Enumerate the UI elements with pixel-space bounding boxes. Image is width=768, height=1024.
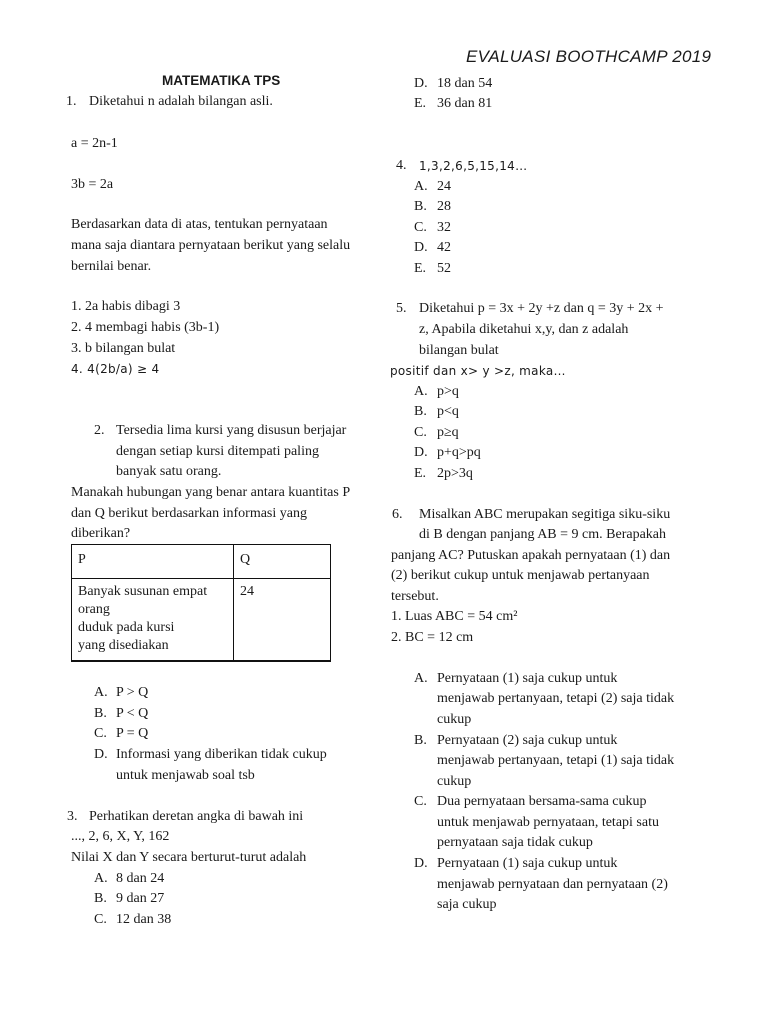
option-text: untuk menjawab pernyataan, tetapi satu (437, 815, 659, 830)
table-cell-line: yang disediakan (78, 638, 169, 653)
table-cell-q: 24 (234, 579, 331, 662)
question-number: 4. (396, 158, 407, 173)
question-text: (2) berikut cukup untuk menjawab pertanyaan (391, 568, 650, 583)
option-letter: D. (414, 445, 428, 460)
option-text: menjawab pertanyaan, tetapi (1) saja tidak (437, 753, 675, 768)
question-text: Perhatikan deretan angka di bawah ini (89, 809, 304, 824)
question-number: 2. (94, 423, 105, 438)
question-text: Misalkan ABC merupakan segitiga siku-siku (419, 507, 671, 522)
equation: 3b = 2a (71, 177, 114, 192)
option-letter: A. (94, 685, 108, 700)
question-text: dengan setiap kursi ditempati paling (116, 444, 319, 459)
option-letter: B. (94, 706, 107, 721)
option-letter: E. (414, 96, 427, 111)
table-cell-line: duduk pada kursi (78, 620, 175, 635)
option-text: 28 (437, 199, 451, 214)
equation: a = 2n-1 (71, 136, 118, 151)
comparison-table (71, 544, 331, 662)
option-text: P = Q (116, 726, 149, 741)
option-letter: C. (414, 794, 427, 809)
option-text: p<q (437, 404, 459, 419)
option-text: Informasi yang diberikan tidak cukup (116, 747, 327, 762)
table-cell-line: Banyak susunan empat (78, 584, 208, 599)
option-letter: E. (414, 466, 427, 481)
option-letter: E. (414, 261, 427, 276)
option-letter: A. (414, 671, 428, 686)
option-letter: C. (94, 912, 107, 927)
prompt-line: mana saja diantara pernyataan berikut yang selalu (71, 238, 351, 253)
prompt-line: Nilai X dan Y secara berturut-turut adalah (71, 850, 307, 865)
option-letter: C. (414, 425, 427, 440)
option-text: menjawab pertanyaan, tetapi (2) saja tidak (437, 691, 675, 706)
option-text: cukup (437, 712, 472, 727)
table-cell-line: orang (78, 602, 110, 617)
option-text: P > Q (116, 685, 149, 700)
option-text: 8 dan 24 (116, 871, 165, 886)
statement: 2. 4 membagi habis (3b-1) (71, 320, 220, 335)
option-text: Pernyataan (2) saja cukup untuk (437, 733, 618, 748)
table-header-p: P (72, 545, 234, 579)
prompt-line: diberikan? (71, 526, 131, 541)
option-text: 2p>3q (437, 466, 473, 481)
option-letter: D. (414, 240, 428, 255)
subject-title: MATEMATIKA TPS (162, 73, 281, 88)
option-text: 36 dan 81 (437, 96, 493, 111)
option-text: Pernyataan (1) saja cukup untuk (437, 671, 618, 686)
statement: 4. 4(2b/a) ≥ 4 (71, 362, 160, 376)
option-letter: B. (414, 199, 427, 214)
option-letter: B. (414, 733, 427, 748)
option-text: 52 (437, 261, 451, 276)
question-text: z, Apabila diketahui x,y, dan z adalah (419, 322, 629, 337)
prompt-line: dan Q berikut berdasarkan informasi yang (71, 506, 307, 521)
prompt-line: bernilai benar. (71, 259, 152, 274)
number-sequence: ..., 2, 6, X, Y, 162 (71, 829, 170, 844)
question-text: banyak satu orang. (116, 464, 222, 479)
question-text: positif dan x> y >z, maka… (390, 364, 566, 378)
option-text: P < Q (116, 706, 149, 721)
statement: 1. Luas ABC = 54 cm² (391, 609, 518, 624)
option-text: pernyataan saja tidak cukup (437, 835, 593, 850)
option-text: saja cukup (437, 897, 497, 912)
question-text: di B dengan panjang AB = 9 cm. Berapakah (419, 527, 667, 542)
question-text: Tersedia lima kursi yang disusun berjajar (116, 423, 347, 438)
option-text: 12 dan 38 (116, 912, 172, 927)
option-text: p+q>pq (437, 445, 481, 460)
option-letter: A. (414, 384, 428, 399)
question-number: 6. (392, 507, 403, 522)
question-text: Diketahui p = 3x + 2y +z dan q = 3y + 2x + (419, 301, 664, 316)
number-sequence: 1,3,2,6,5,15,14… (419, 159, 528, 173)
question-text: panjang AC? Putuskan apakah pernyataan (1) dan (391, 548, 671, 563)
table-header-q: Q (234, 545, 331, 579)
option-text: p≥q (437, 425, 459, 440)
option-text: 24 (437, 179, 451, 194)
option-letter: B. (94, 891, 107, 906)
option-letter: B. (414, 404, 427, 419)
option-text: 18 dan 54 (437, 76, 493, 91)
statement: 2. BC = 12 cm (391, 630, 474, 645)
option-text: 9 dan 27 (116, 891, 165, 906)
option-text: 42 (437, 240, 451, 255)
option-text: untuk menjawab soal tsb (116, 768, 255, 783)
option-letter: D. (414, 76, 428, 91)
table-cell-p (72, 579, 234, 662)
option-text: cukup (437, 774, 472, 789)
document-title: EVALUASI BOOTHCAMP 2019 (466, 47, 712, 66)
option-text: 32 (437, 220, 451, 235)
option-text: Dua pernyataan bersama-sama cukup (437, 794, 647, 809)
statement: 1. 2a habis dibagi 3 (71, 299, 181, 314)
option-text: menjawab pernyataan dan pernyataan (2) (437, 877, 668, 892)
option-letter: D. (94, 747, 108, 762)
option-letter: A. (94, 871, 108, 886)
question-text: bilangan bulat (419, 343, 499, 358)
option-text: Pernyataan (1) saja cukup untuk (437, 856, 618, 871)
question-text: tersebut. (391, 589, 439, 604)
statement: 3. b bilangan bulat (71, 341, 176, 356)
question-text: Diketahui n adalah bilangan asli. (89, 94, 273, 109)
option-text: p>q (437, 384, 459, 399)
option-letter: C. (94, 726, 107, 741)
question-number: 3. (67, 809, 78, 824)
option-letter: D. (414, 856, 428, 871)
option-letter: A. (414, 179, 428, 194)
prompt-line: Berdasarkan data di atas, tentukan pernyataan (71, 217, 328, 232)
question-number: 5. (396, 301, 407, 316)
prompt-line: Manakah hubungan yang benar antara kuantitas P (71, 485, 351, 500)
option-letter: C. (414, 220, 427, 235)
question-number: 1. (66, 94, 77, 109)
